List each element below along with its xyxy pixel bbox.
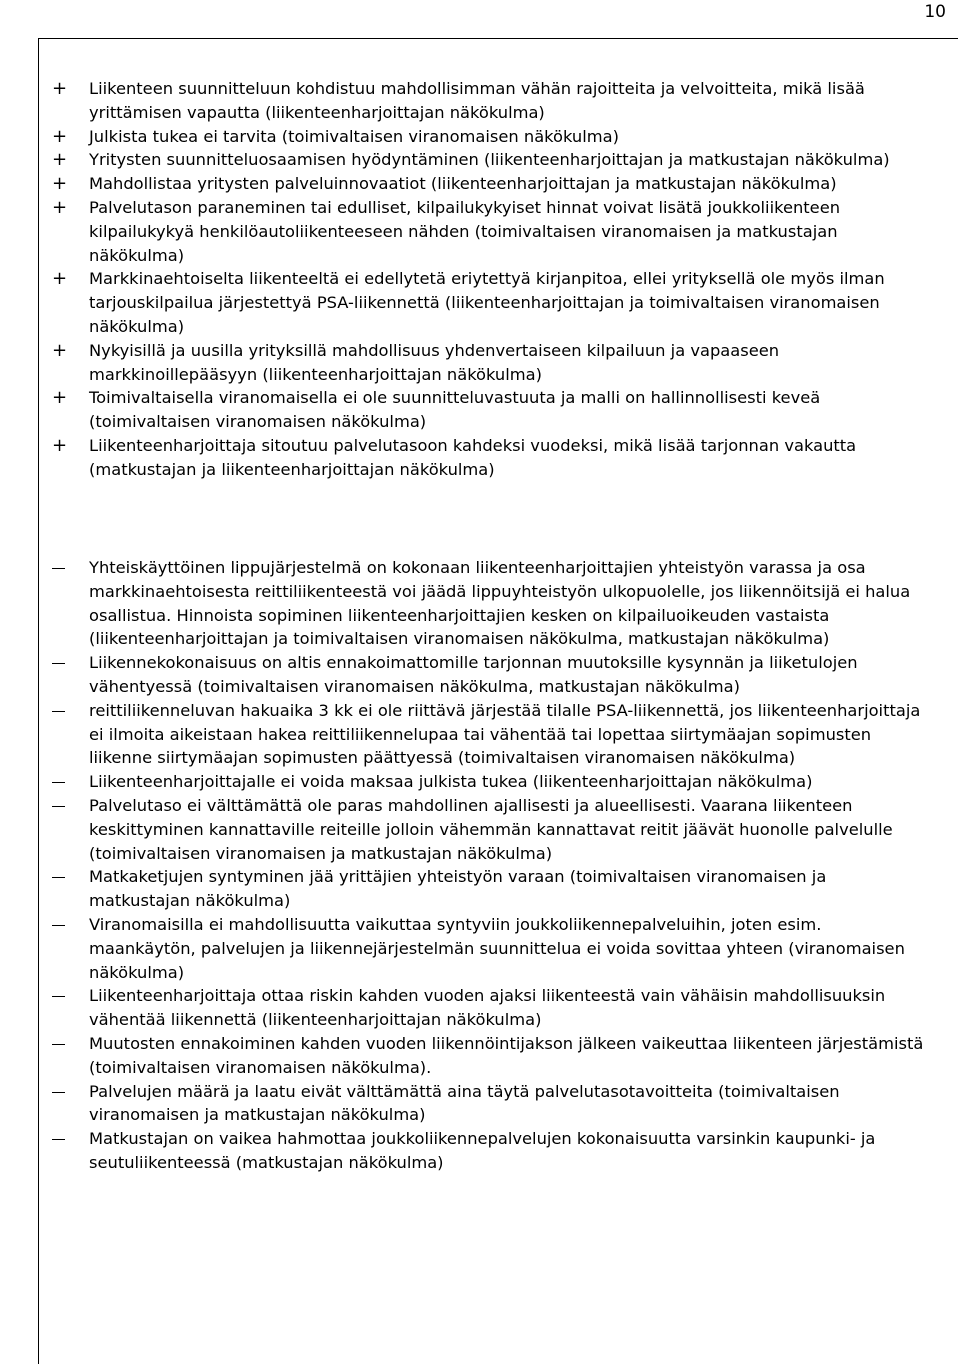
item-text: Liikenteen suunnitteluun kohdistuu mahdollisimman vähän rajoitteita ja velvoitteita, mikä lisää yrittämisen vapautta (liikenteenharjoittajan näkökulma) (89, 79, 865, 122)
disadvantage-item (0, 770, 929, 794)
item-text: reittiliikenneluvan hakuaika 3 kk ei ole riittävä järjestää tilalle PSA-liikennettä, jos liikenteenharjoittaja ei ilmoita aikeistaan hakea reittiliikennelupaa tai vähentää tai lopettaa siirtymäajan sopimusten liikenne siirtymäajan sopimusten päättyessä (toimivaltaisen viranomaisen näkökulma) (89, 700, 921, 768)
plus-bullet-icon: + (52, 125, 68, 147)
minus-bullet-icon (52, 996, 65, 997)
item-text: Liikenteenharjoittaja sitoutuu palvelutasoon kahdeksi vuodeksi, mikä lisää tarjonnan vakautta (matkustajan ja liikenteenharjoittajan näkökulma) (89, 435, 857, 479)
plus-bullet-icon: + (52, 78, 68, 99)
minus-bullet-icon (52, 663, 65, 664)
advantage-item (0, 267, 929, 338)
item-text: Liikenteenharjoittaja ottaa riskin kahden vuoden ajaksi liikenteestä vain vähäisin mahdollisuuksin vähentää liikennettä (liikenteenharjoittajan näkökulma) (89, 986, 886, 1030)
plus-bullet-icon: + (52, 268, 68, 290)
disadvantage-item (0, 865, 929, 913)
item-text: Markkinaehtoiselta liikenteeltä ei edellytetä eriytettyä kirjanpitoa, ellei yrityksellä ole myös ilman tarjouskilpailua järjestettyä PSA-liikennettä (liikenteenharjoittajan ja toimivaltaisen viranomaisen näkökulma) (89, 269, 885, 336)
disadvantage-item (0, 794, 929, 865)
minus-bullet-icon (52, 782, 65, 783)
advantage-item (0, 77, 929, 125)
minus-bullet-icon (52, 1092, 65, 1093)
advantage-item (0, 148, 929, 172)
advantage-item (0, 196, 929, 267)
disadvantage-item (0, 1127, 929, 1175)
minus-bullet-icon (52, 711, 65, 712)
advantage-item (0, 339, 929, 387)
item-text: Muutosten ennakoiminen kahden vuoden liikennöintijakson jälkeen vaikeuttaa liikenteen järjestämistä (toimivaltaisen viranomaisen näkökulma). (89, 1033, 924, 1077)
advantage-item (0, 172, 929, 196)
item-text: Liikenteenharjoittajalle ei voida maksaa julkista tukea (liikenteenharjoittajan näkökulma) (89, 772, 813, 792)
advantage-item (0, 386, 929, 434)
minus-bullet-icon (52, 568, 65, 569)
disadvantage-item (0, 984, 929, 1032)
item-text: Toimivaltaisella viranomaisella ei ole suunnitteluvastuuta ja malli on hallinnollisesti keveä (toimivaltaisen viranomaisen näkökulma) (89, 388, 821, 432)
item-text: Nykyisillä ja uusilla yrityksillä mahdollisuus yhdenvertaiseen kilpailuun ja vapaaseen markkinoillepääsyyn (liikenteenharjoittajan näkökulma) (89, 340, 780, 384)
item-text: Palvelutason paraneminen tai edulliset, kilpailukykyiset hinnat voivat lisätä joukkoliikenteen kilpailukykyä henkilöautoliikenteeseen nähden (toimivaltaisen viranomaisen ja matkustajan näkökulma) (89, 197, 841, 265)
disadvantage-item (0, 699, 929, 770)
plus-bullet-icon: + (52, 149, 68, 171)
plus-bullet-icon: + (52, 339, 68, 361)
advantages-list (0, 77, 929, 482)
item-text: Palvelutaso ei välttämättä ole paras mahdollinen ajallisesti ja alueellisesti. Vaarana liikenteen keskittyminen kannattaville reiteille jolloin vähemmän kannattavat reitit jäävät huonolle palvelulle (toimivaltaisen viranomaisen ja matkustajan näkökulma) (89, 795, 893, 863)
item-text: Matkustajan on vaikea hahmottaa joukkoliikennepalvelujen kokonaisuutta varsinkin kaupunki- ja seutuliikenteessä (matkustajan näkökulma) (89, 1129, 876, 1172)
item-text: Mahdollistaa yritysten palveluinnovaatiot (liikenteenharjoittajan ja matkustajan näkökulma) (89, 174, 837, 194)
plus-bullet-icon: + (52, 196, 68, 218)
item-text: Julkista tukea ei tarvita (toimivaltaisen viranomaisen näkökulma) (89, 126, 619, 146)
minus-bullet-icon (52, 1139, 65, 1140)
item-text: Viranomaisilla ei mahdollisuutta vaikuttaa syntyviin joukkoliikennepalveluihin, joten esim. maankäytön, palvelujen ja liikennejärjestelmän suunnittelua ei voida sovittaa yhteen (viranomaisen näkökulma) (89, 914, 905, 982)
item-text: Matkaketjujen syntyminen jää yrittäjien yhteistyön varaan (toimivaltaisen viranomaisen ja matkustajan näkökulma) (89, 867, 827, 911)
disadvantage-item (0, 913, 929, 984)
disadvantage-item (0, 1032, 929, 1080)
disadvantage-item (0, 1080, 929, 1128)
disadvantage-item (0, 556, 929, 651)
advantage-item (0, 125, 929, 149)
disadvantage-item (0, 651, 929, 699)
minus-bullet-icon (52, 1044, 65, 1045)
item-text: Palvelujen määrä ja laatu eivät välttämättä aina täytä palvelutasotavoitteita (toimivaltaisen viranomaisen ja matkustajan näkökulma) (89, 1081, 840, 1125)
minus-bullet-icon (52, 806, 65, 807)
minus-bullet-icon (52, 877, 65, 878)
advantage-item (0, 434, 929, 482)
item-text: Yritysten suunnitteluosaamisen hyödyntäminen (liikenteenharjoittajan ja matkustajan näkökulma) (89, 150, 890, 170)
item-text: Liikennekokonaisuus on altis ennakoimattomille tarjonnan muutoksille kysynnän ja liiketulojen vähentyessä (toimivaltaisen viranomaisen näkökulma, matkustajan näkökulma) (89, 653, 858, 696)
plus-bullet-icon: + (52, 387, 68, 409)
page-number: 10 (924, 2, 946, 22)
minus-bullet-icon (52, 925, 65, 926)
item-text: Yhteiskäyttöinen lippujärjestelmä on kokonaan liikenteenharjoittajien yhteistyön varassa ja osa markkinaehtoisesta reittiliikenteestä voi jäädä lippuyhteistyön ulkopuolelle, jos liikennöitsijä ei halua osallistua. Hinnoista sopiminen liikenteenharjoittajien kesken on kilpailuoikeuden vastaista (liikenteenharjoittajan ja toimivaltaisen viranomaisen näkökulma, matkustajan näkökulma) (89, 558, 911, 649)
plus-bullet-icon: + (52, 173, 68, 195)
plus-bullet-icon: + (52, 434, 68, 456)
disadvantages-list (0, 556, 929, 1175)
